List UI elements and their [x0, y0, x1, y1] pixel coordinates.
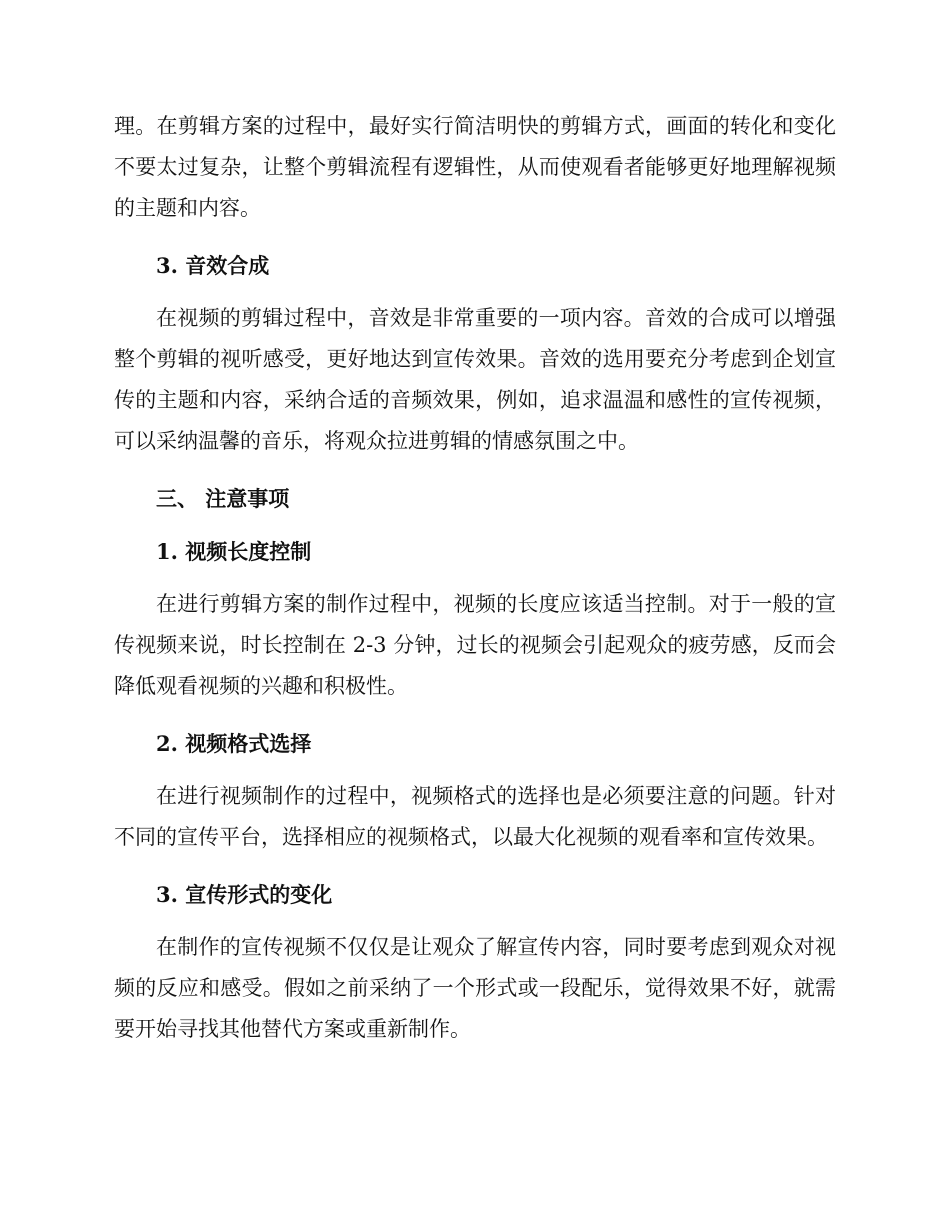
- paragraph-video-format: 在进行视频制作的过程中，视频格式的选择也是必须要注意的问题。针对不同的宣传平台，选择相应的视频格式，以最大化视频的观看率和宣传效果。: [114, 784, 836, 849]
- heading-video-length: 1. 视频长度控制: [156, 539, 312, 564]
- section-title-notes: 三、 注意事项: [156, 486, 290, 511]
- paragraph-video-length: 在进行剪辑方案的制作过程中，视频的长度应该适当控制。对于一般的宣传视频来说，时长控制在 2-3 分钟，过长的视频会引起观众的疲劳感，反而会降低观看视频的兴趣和积极性。: [114, 592, 836, 698]
- heading-video-format: 2. 视频格式选择: [156, 731, 312, 756]
- paragraph-promo-form: 在制作的宣传视频不仅仅是让观众了解宣传内容，同时要考虑到观众对视频的反应和感受。假如之前采纳了一个形式或一段配乐，觉得效果不好，就需要开始寻找其他替代方案或重新制作。: [114, 935, 836, 1041]
- paragraph-editing-continued: 理。在剪辑方案的过程中，最好实行简洁明快的剪辑方式，画面的转化和变化不要太过复杂，让整个剪辑流程有逻辑性，从而使观看者能够更好地理解视频的主题和内容。: [114, 114, 836, 220]
- heading-promo-form: 3. 宣传形式的变化: [156, 882, 333, 907]
- heading-sound-effects: 3. 音效合成: [156, 253, 270, 278]
- document-body: [114, 106, 836, 1050]
- paragraph-sound-effects: 在视频的剪辑过程中，音效是非常重要的一项内容。音效的合成可以增强整个剪辑的视听感受，更好地达到宣传效果。音效的选用要充分考虑到企划宣传的主题和内容，采纳合适的音频效果，例如，追求温温和感性的宣传视频，可以采纳温馨的音乐，将观众拉进剪辑的情感氛围之中。: [114, 306, 836, 453]
